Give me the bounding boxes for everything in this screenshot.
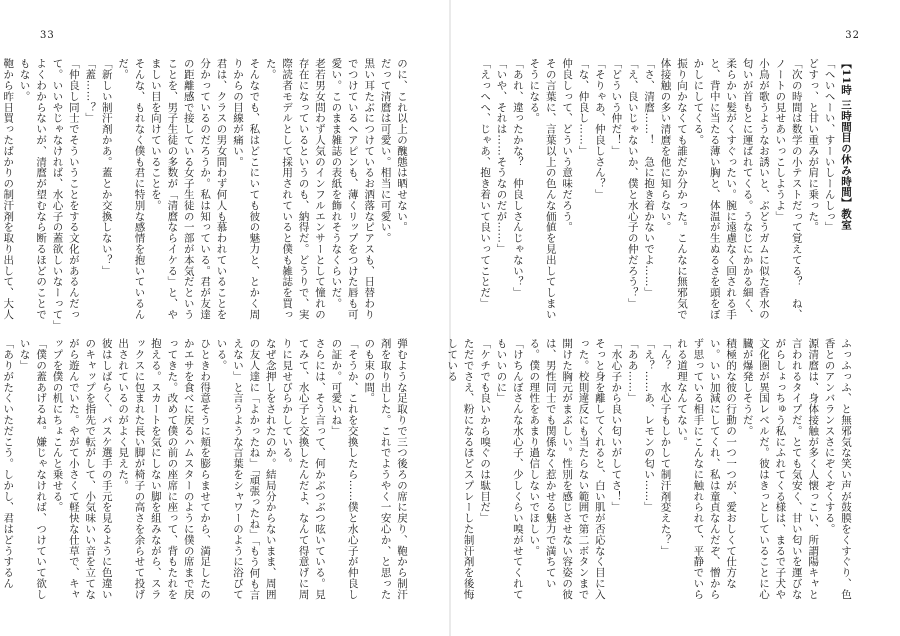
text-line: 小鳥が歌うようなお誘いと、ぶどうガムに似た香水の匂いが首もとに運ばれてくる。うなじにかかる細く、柔らかい髪がくすぐったい。腕に遠慮なく回される手と、背中に当たる薄い胸と、体温が生ぬるさを頭をぼかしにしてくる。 (692, 58, 770, 320)
text-line: 「どういう仲だ！」 (610, 58, 623, 157)
text-line: 鞄から昨日買ったばかりの制汗剤を取り出して、大人 (2, 58, 15, 320)
text-line: のに、これ以上の醜態は晒せない。 (396, 58, 408, 233)
text-line: 「あれ、違ったかな？ 仲良しさんじゃない？」 (511, 58, 524, 298)
right-page-top-block (474, 58, 854, 328)
page-number-right: 32 (845, 30, 860, 41)
right-page (446, 0, 900, 636)
text-line: 「次の時間は数学の小テストだって覚えてる？ ね、ノートの見せあいっこしようよ」 (774, 58, 803, 320)
chapter-heading: 【11時 三時間目の休み時間】教室 (840, 58, 852, 231)
text-line: ふっふっふ、と無邪気な笑い声が鼓膜をくすぐり、色香とのアンバランスさにぞくぞくする。 (823, 338, 852, 600)
text-line: 君は、クラスの男女問わず何人も慕われていることを分かっているのだろうか。私は知っている。君が友達の距離感で接している女子生徒の一部が本気だということを、男子生徒の多数が「清麿ならイケる」と、やましい目を向けていることを。 (149, 58, 228, 320)
text-line: 「えっへへ、じゃあ、抱き着いて良いってことだ」 (479, 58, 492, 309)
page-number-left: 33 (40, 30, 55, 41)
text-line: 「そりゃあ、仲良しさん？」 (593, 58, 606, 200)
text-line: 「な、仲良し……」 (577, 58, 590, 157)
text-line: 弾むような足取りで三つ後ろの席に戻り、鞄から制汗剤を取り出した。これでようやく一安心か、と思ったのも束の間。 (363, 338, 408, 600)
text-line: そんなでも、私はどこにいても彼の魅力と、とかく周りからの目線が痛い。 (231, 58, 261, 320)
text-line: どすっ、と甘い重みが肩に乗った。 (807, 58, 820, 233)
text-line: 「いや、それは……そうなのだが……」 (495, 58, 508, 255)
text-line: ただでさえ、粉になるほどスプレーした制汗剤を後悔している (446, 338, 475, 600)
left-page-bottom-block (2, 338, 410, 608)
text-line: 「え？……あ、レモンの匂い……」 (643, 338, 656, 513)
text-line: 「水心子から良い匂いがしてさ！」 (610, 338, 623, 513)
text-line: 「ああ……」 (626, 338, 639, 404)
text-line: 彼はしばらく、バスケ選手の手元を見るように色違いのキャップを指先で転がして、小気味いい音を立てながら遊んでいた。やがて小さくて軽快な仕草で、キャップを僕の机にちょこんと乗せる。 (51, 338, 113, 600)
text-line: 仲良しって、どういう意味だろう。 (561, 58, 574, 233)
text-line: ひときわ得意そうに頬を膨らませてから、満足したのかエサを食べに戻るハムスターのように僕の席まで戻ってきた。改めて僕の前の座席に座って、背もたれを抱える。スカートを気にしない脚を組みながら、スラックスに包まれた長い脚が椅子の高さを余らせて投げ出されているのがよく見えた。 (117, 338, 212, 600)
text-line: 「ん？ 水心子もしかして制汗剤変えた？」 (659, 338, 672, 556)
text-line: 源清麿は、身体接触が多く人懐っこい、所謂陽キャと言われるタイプだ。とても気安く、甘い匂いを運びながらしょっちゅう私にふれてくる様は、まるで子犬や文化圏が異国レベルだ。彼はきっとしていることに心臓が爆発しそうだ。 (741, 338, 820, 600)
text-line: 「仲良し同士でそういうことをする文化があるんだって。いいやじゃなければ、水心子の蓋欲しいなーって」 (51, 58, 80, 331)
text-line: 振り向かなくても誰だか分かった。こんなに無邪気で体接触の多い清麿を他に知らない。 (659, 58, 688, 320)
text-line: 「さ、清麿……！ 急に抱き着かないでよ……」 (643, 58, 656, 298)
text-line: その言葉に、言葉以上の色んな価値を見出してしまいそうになる。 (528, 58, 557, 320)
text-line: 「新しい制汗剤かあ。蓋とか交換しない？」 (100, 58, 113, 276)
text-line: そんな、もれなく僕も君に特別な感情を抱いているんだ。 (117, 58, 146, 320)
text-line: 「けちんぼさんな水心子、少しくらい嗅がせてくれてもいいのに」 (495, 338, 524, 600)
text-line: よくわからないが、清麿が望むなら断るほどのことでもない。 (18, 58, 48, 320)
text-line: 老若男女問わず人気のインフルエンサーとして憧れの存在になっているというのも、納得だ。どうりで、実際読者モデルとして採用されていると僕も雑誌を買った。 (264, 58, 326, 320)
text-line: そっと身を離してくれると、白い肌が否応なく目に入った。校則違反にも当たらない範囲で第二ボタンまで開けた胸元がまぶしい。性別を感じさせない容姿の彼は、男性同士でも関係なく惹かせる魅力で満ちている。僕の理性をあまり過信しないでほしい。 (528, 338, 606, 600)
text-line: なぜ念押しをされたのか。結局分からないまま、周囲の友人達に「よかったね」「頑張ったね」「もう何も言えない」と言うような言葉をシャワーのように浴びている。 (215, 338, 277, 600)
text-line: 「へいへーい、すーいしーんしっ」 (823, 58, 836, 233)
text-line: 「ケチでも良いから嗅ぐのは駄目だ」 (479, 338, 492, 524)
text-line: 「そうか、これを交換したら……僕と水心子が仲良しの証か。可愛いね」 (330, 338, 359, 600)
text-line: 「え、良いじゃないか、僕と水心子の仲だろう？」 (626, 58, 639, 309)
text-line: 「蓋……？」 (84, 58, 97, 124)
left-page-top-block (2, 58, 410, 331)
text-line: さらには、そう言って、何かぶつぶつ呟いている。見てみて、水心子と交換したんだよ、なんて得意げに周りに見せびらかしている。 (281, 338, 326, 600)
right-page-bottom-block (446, 338, 854, 608)
text-line: 「ありがたくいただこう。しかし、君はどうするん (2, 338, 15, 589)
text-line: 黒い耳たぶにつけているお洒落なピアスも、日替わりでつけているヘアピンも、薄くリップをつけた唇も可愛い。このまま雑誌の表紙を飾れそうなくらいだ。 (330, 58, 376, 320)
text-line: だって清麿は可愛い。相当に可愛い。 (379, 58, 392, 244)
text-line: 「僕の蓋あげるね。嫌じゃなければ、つけていて欲しいな」 (18, 338, 48, 600)
text-line: 積極的な彼の行動の一つ一つが、愛おしくて仕方ない。いい加減にしてくれ、私は童貞なんだぞ、憎からず思っている相手にこんなに触れられて、平静でいられる道理なんてない。 (675, 338, 738, 600)
